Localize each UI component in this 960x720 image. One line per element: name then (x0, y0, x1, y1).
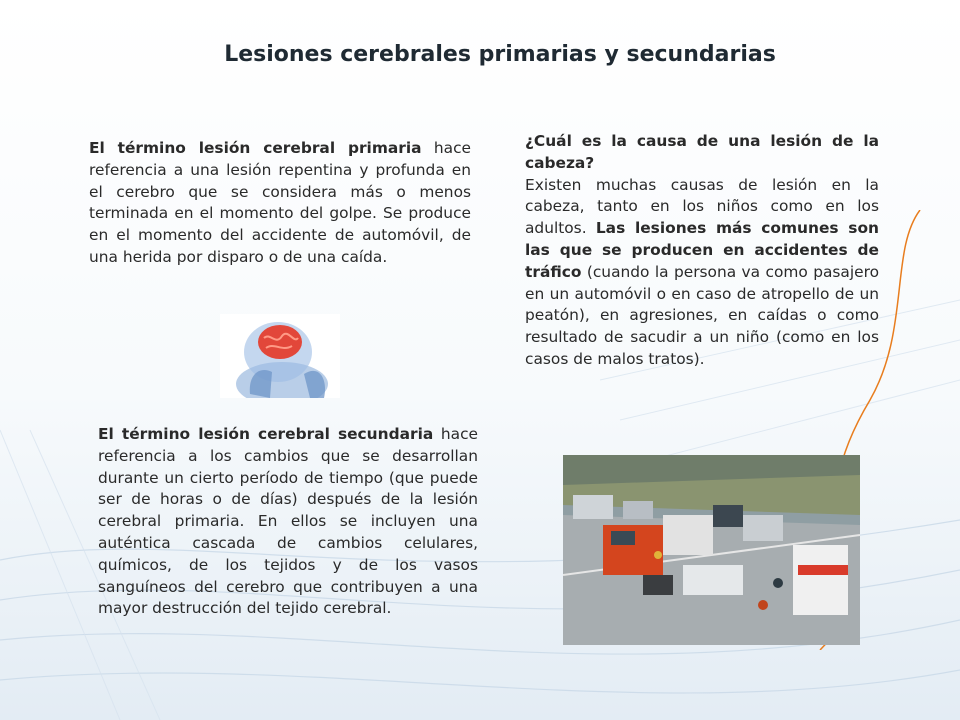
brain-image (220, 314, 340, 398)
secondary-injury-paragraph (98, 424, 478, 620)
cause-intro: Existen muchas causas de lesión en la cabeza, tanto en los niños como en los adultos. (525, 175, 879, 238)
primary-injury-paragraph (89, 138, 471, 269)
slide-title: Lesiones cerebrales primarias y secundarias (224, 42, 776, 67)
cause-body: (cuando la persona va como pasajero en un automóvil o en caso de atropello de un peatón), en agresiones, en caídas o como resultado de sacudir a un niño (como en los casos de malos tratos). (525, 262, 879, 368)
primary-body: hace referencia a una lesión repentina y profunda en el cerebro que se considera más o menos terminada en el momento del golpe. Se produce en el momento del accidente de automóvil, de una herida por disparo o de una caída. (89, 139, 471, 266)
primary-lead: El término lesión cerebral primaria (89, 139, 422, 157)
secondary-body: hace referencia a los cambios que se desarrollan durante un cierto período de tiempo (que puede ser de horas o de días) después de la lesión cerebral primaria. En ellos se incluyen una auténtica cascada de cambios celulares, químicos, de los tejidos y de los vasos sanguíneos del cerebro que contribuyen a una mayor destrucción del tejido cerebral. (98, 425, 478, 618)
cause-question: ¿Cuál es la causa de una lesión de la cabeza? (525, 132, 879, 172)
traffic-accident-image (563, 455, 860, 645)
secondary-lead: El término lesión cerebral secundaria (98, 425, 434, 443)
cause-bold: Las lesiones más comunes son las que se producen en accidentes de tráfico (525, 219, 879, 281)
